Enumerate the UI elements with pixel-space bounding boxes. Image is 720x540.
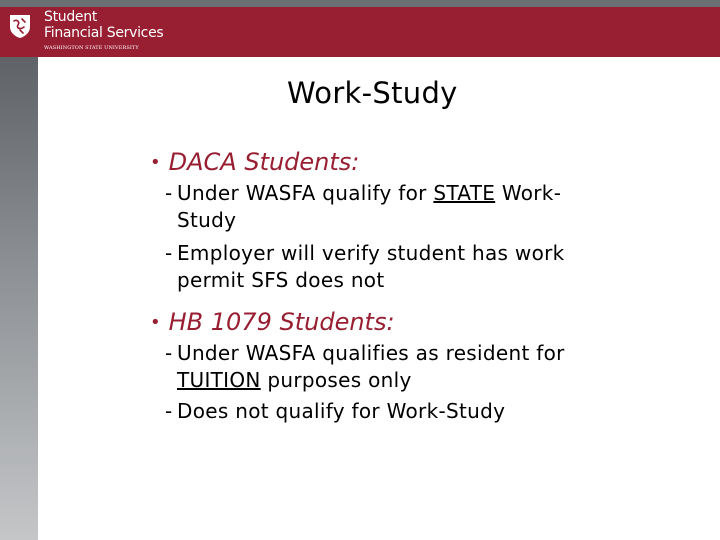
bullet-dot: •: [150, 152, 161, 173]
dash: -: [165, 341, 173, 365]
dash: -: [165, 399, 173, 423]
bullet-daca: [150, 148, 359, 176]
sub-item-text: Employer will verify student has work: [177, 241, 565, 265]
bullet-heading: DACA Students:: [168, 148, 360, 176]
sub-item-text: Does not qualify for Work-Study: [177, 399, 506, 423]
bullet-hb1079: [150, 308, 395, 336]
sub-item-text: purposes only: [260, 368, 412, 392]
dash: -: [165, 241, 173, 265]
sub-item: [165, 340, 565, 367]
brand-line-2: Financial Services: [44, 25, 164, 41]
sub-item-text: Work-: [495, 181, 562, 205]
underlined-term: TUITION: [177, 368, 261, 392]
sub-item: [165, 240, 565, 267]
underlined-term: STATE: [433, 181, 496, 205]
bullet-dot: •: [150, 312, 161, 333]
sub-item-text: Under WASFA qualify for: [177, 181, 434, 205]
bullet-heading: HB 1079 Students:: [168, 308, 395, 336]
sub-item-continuation: [165, 367, 412, 394]
sub-item: [165, 180, 561, 207]
university-name: WASHINGTON STATE UNIVERSITY: [44, 45, 139, 51]
dash: -: [165, 181, 173, 205]
sub-item-text: Under WASFA qualifies as resident for: [177, 341, 565, 365]
sub-item-continuation: permit SFS does not: [177, 268, 385, 292]
sub-item-continuation: Study: [177, 208, 237, 232]
brand-line-1: Student: [44, 9, 98, 25]
sub-item: [165, 398, 505, 425]
slide-title: Work-Study: [287, 76, 458, 110]
